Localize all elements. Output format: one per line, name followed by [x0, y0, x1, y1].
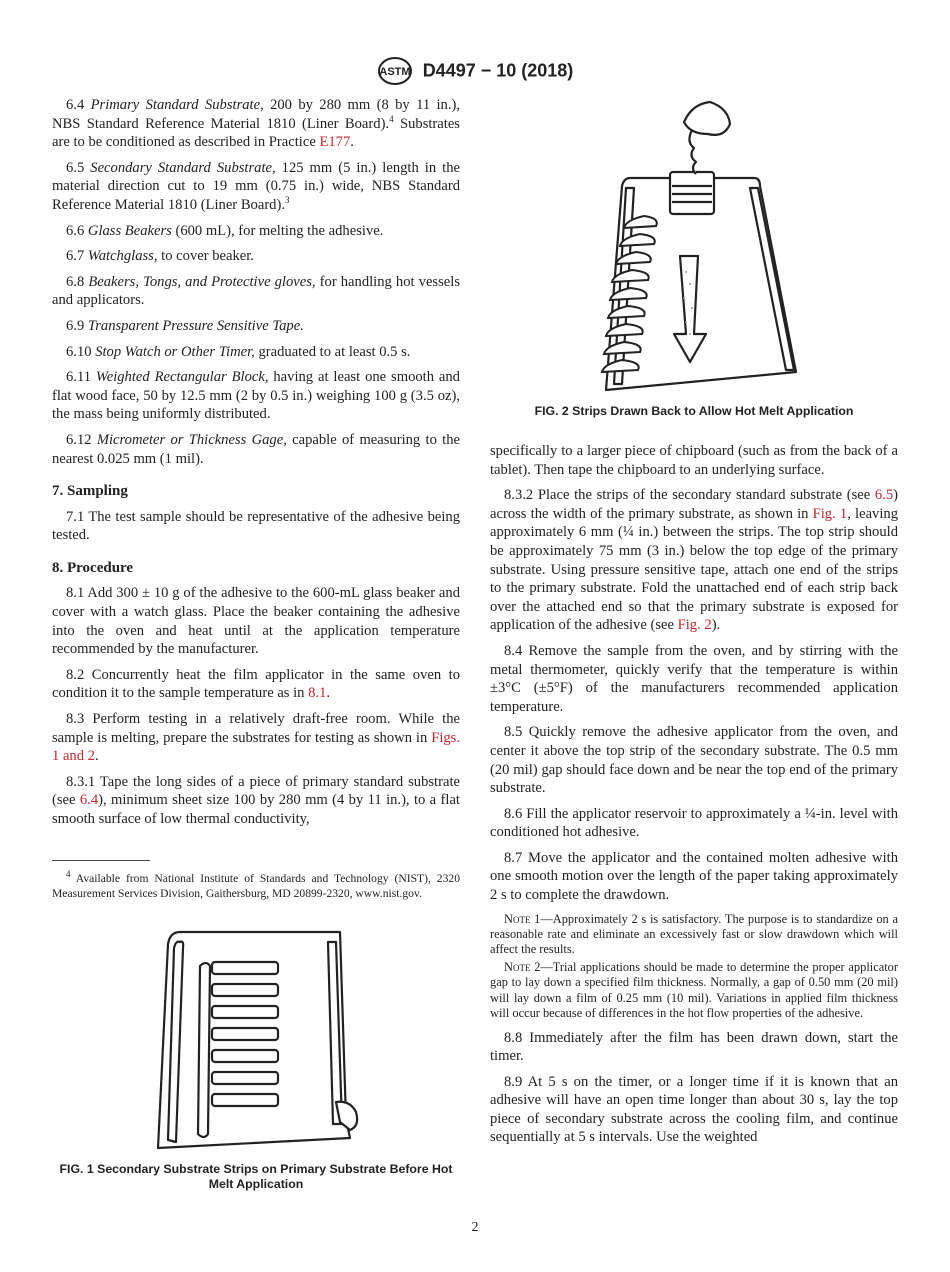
- svg-text:ASTM: ASTM: [379, 66, 411, 78]
- paragraph-6-10: 6.10 Stop Watch or Other Timer, graduated to at least 0.5 s.: [66, 343, 411, 360]
- link-e177[interactable]: E177: [319, 134, 351, 151]
- page-number: 2: [471, 1220, 479, 1235]
- link-8-1[interactable]: 8.1: [308, 685, 327, 702]
- link-fig-1[interactable]: Fig. 1: [812, 505, 848, 522]
- right-column: [490, 442, 898, 1154]
- astm-logo-icon: [377, 56, 413, 86]
- paragraph-6-12: 6.12 Micrometer or Thickness Gage, capable of measuring to the nearest 0.025 mm (1 mil).: [52, 431, 460, 467]
- paragraph-8-3-1-continued: specifically to a larger piece of chipboard (such as from the back of a tablet). Then tape the chipboard to an underlying surface.: [490, 443, 898, 478]
- paragraph-8-6: 8.6 Fill the applicator reservoir to approximately a ¼-in. level with conditioned hot adhesive.: [490, 805, 898, 841]
- paragraph-6-9: 6.9 Transparent Pressure Sensitive Tape.: [66, 317, 304, 334]
- left-column: [52, 96, 460, 836]
- link-6-5[interactable]: 6.5: [874, 487, 894, 504]
- section-heading-sampling: 7. Sampling: [52, 483, 128, 500]
- footnote: $^4$ Available from National Institute of Standards and Technology (NIST), 2320 Measurement Services Division, Gaithersburg, MD 20899-2320, www.nist.gov.: [52, 869, 460, 900]
- paragraph-8-4: 8.4 Remove the sample from the oven, and by stirring with the metal thermometer, quickly verify that the temperature is within ±3°C (±5°F) of the manufacturers recommended application temperature.: [490, 642, 898, 715]
- footnote-rule: [52, 860, 150, 861]
- paragraph-8-3-2: 8.3.2 Place the strips of the secondary standard substrate (see 6.5) across the width of the primary substrate, as shown in Fig. 1, leaving approximately 6 mm (¼ in.) between the strips. The top strip should be approximately 75 mm (3 in.) below the top edge of the primary substrate. Using pressure sensitive tape, attach one end of the strips to the primary substrate. Fold the unattached end of each strip back over the attached end so that the primary substrate is exposed for application of the adhesive (see Fig. 2).: [490, 487, 898, 634]
- paragraph-8-1: 8.1 Add 300 ± 10 g of the adhesive to the 600-mL glass beaker and cover with a watch glass. Place the beaker containing the adhesive into the oven and heat until at the application temperature recommended by the manufacturer.: [52, 585, 460, 658]
- figure-2-caption: FIG. 2 Strips Drawn Back to Allow Hot Melt Application: [534, 404, 854, 418]
- paragraph-8-9: 8.9 At 5 s on the timer, or a longer time if it is known that an adhesive will have an open time longer than about 30 s, lay the top piece of secondary substrate across the cooling film, and continue sequentially at 5 s intervals. Use the weighted: [490, 1073, 898, 1146]
- paragraph-8-7: 8.7 Move the applicator and the contained molten adhesive with one smooth motion over the length of the paper taking approximately 2 s to complete the drawdown.: [490, 849, 898, 904]
- page-header: [0, 56, 950, 86]
- figure-1-illustration: [150, 924, 370, 1154]
- note-2: Note 2—Trial applications should be made to determine the proper applicator gap to lay down a specified film thickness. Normally, a gap of 0.50 mm (20 mil) will lay down a film of 0.25 mm (10 mil). Variations in applied film thickness will occur because of differences in the hot flow properties of the adhesive.: [490, 959, 898, 1021]
- figure-1-caption: FIG. 1 Secondary Substrate Strips on Primary Substrate Before Hot Melt Application: [59, 1162, 453, 1191]
- link-fig-2[interactable]: Fig. 2: [677, 617, 712, 634]
- paragraph-8-5: 8.5 Quickly remove the adhesive applicator from the oven, and center it above the top strip of the secondary substrate. The 0.5 mm (20 mil) gap should face down and be near the top end of the primary substrate.: [490, 724, 898, 797]
- link-6-4[interactable]: 6.4: [79, 792, 99, 809]
- paragraph-6-6: 6.6 Glass Beakers (600 mL), for melting the adhesive.: [66, 222, 384, 239]
- figure-2-illustration: [580, 94, 820, 394]
- paragraph-6-7: 6.7 Watchglass, to cover beaker.: [66, 248, 254, 265]
- section-heading-procedure: 8. Procedure: [52, 559, 134, 576]
- paragraph-6-8: 6.8 Beakers, Tongs, and Protective gloves, for handling hot vessels and applicators.: [52, 273, 460, 309]
- paragraph-8-8: 8.8 Immediately after the film has been drawn down, start the timer.: [490, 1029, 898, 1065]
- paragraph-7-1: 7.1 The test sample should be representative of the adhesive being tested.: [52, 508, 460, 544]
- paragraph-8-2: 8.2 Concurrently heat the film applicator in the same oven to condition it to the sample temperature as in 8.1.: [52, 666, 460, 702]
- note-1: Note 1—Approximately 2 s is satisfactory. The purpose is to standardize on a reasonable rate and eliminate an excessively fast or slow drawdown which will affect the results.: [490, 911, 898, 957]
- paragraph-8-3: 8.3 Perform testing in a relatively draft-free room. While the sample is melting, prepare the substrates for testing as shown in Figs. 1 and 2.: [52, 711, 460, 765]
- paragraph-8-3-1: 8.3.1 Tape the long sides of a piece of primary standard substrate (see 6.4), minimum sheet size 100 by 280 mm (4 by 11 in.), to a flat smooth surface of low thermal conductivity,: [52, 773, 460, 827]
- paragraph-6-11: 6.11 Weighted Rectangular Block, having at least one smooth and flat wood face, 50 by 12.5 mm (2 by 0.5 in.) weighing 100 g (3.5 oz), the mass being uniformly distributed.: [52, 369, 460, 423]
- link-figs-1-2[interactable]: Figs. 1 and 2: [52, 729, 460, 765]
- document-code: D4497 − 10 (2018): [422, 60, 574, 81]
- paragraph-6-4: 6.4 Primary Standard Substrate, 200 by 280 mm (8 by 11 in.), NBS Standard Reference Material 1810 (Liner Board).$^4$ Substrates are to be conditioned as described in Practice E177.: [52, 97, 460, 151]
- paragraph-6-5: 6.5 Secondary Standard Substrate, 125 mm (5 in.) length in the material direction cut to 19 mm (0.75 in.) wide, NBS Standard Reference Material 1810 (Liner Board).$^3$: [52, 159, 460, 213]
